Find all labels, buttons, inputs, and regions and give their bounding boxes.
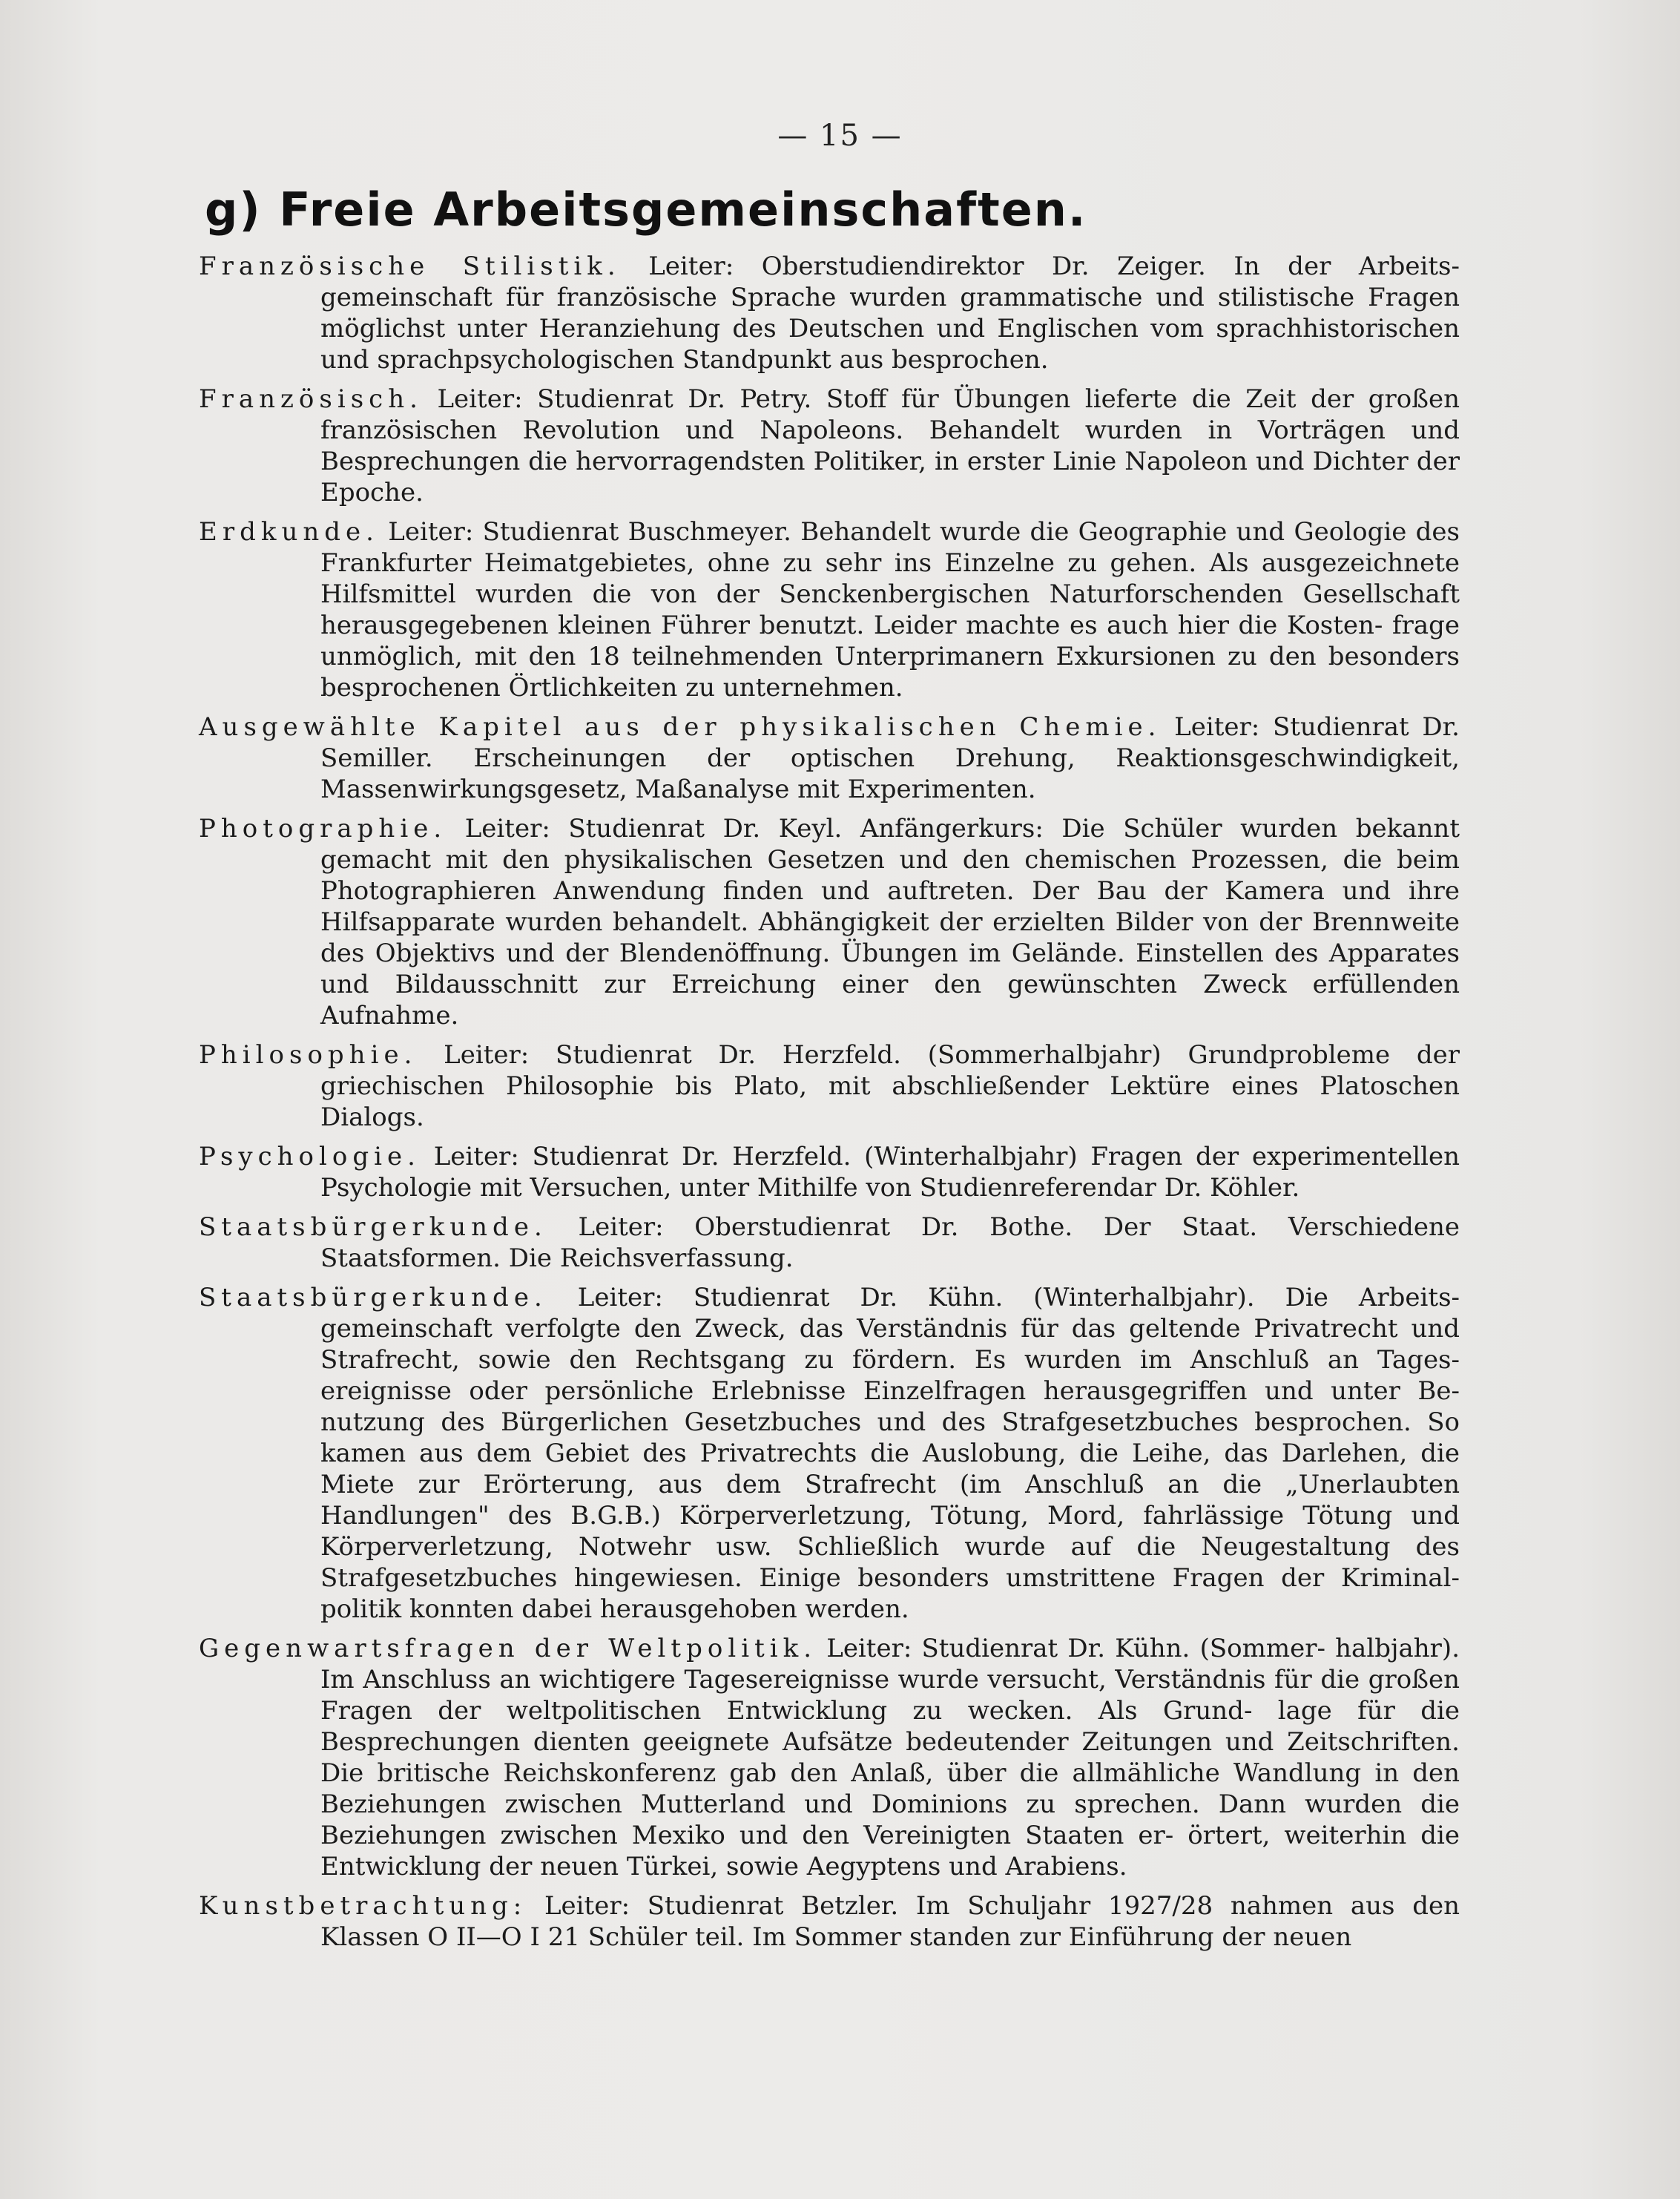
entry-text: Leiter: Oberstudiendirektor Dr. Zeiger. In der Arbeits- gemeinschaft für französische Sprache wurden grammatische und stilistische Fragen möglichst unter Heranziehung des Deutschen und Englischen vom sprachhistorischen und sprachpsychologischen Standpunkt aus besprochen. [320, 252, 1460, 375]
entry-topic: Photographie. [199, 814, 447, 844]
entry-text: Leiter: Studienrat Dr. Semiller. Erscheinungen der optischen Drehung, Reaktionsgeschwindigkeit, Massenwirkungsgesetz, Maßanalyse mit Experimenten. [320, 712, 1460, 804]
list-item [199, 1039, 1460, 1133]
list-item [199, 711, 1460, 805]
entry-text: Leiter: Oberstudienrat Dr. Bothe. Der Staat. Verschiedene Staatsformen. Die Reichsverfassung. [320, 1212, 1460, 1273]
list-item [199, 1212, 1460, 1274]
entry-topic: Französische Stilistik. [199, 252, 621, 281]
entry-text: Leiter: Studienrat Buschmeyer. Behandelt wurde die Geographie und Geologie des Frankfurter Heimatgebietes, ohne zu sehr ins Einzelne zu gehen. Als ausgezeichnete Hilfsmittel wurden die von der Senckenbergischen Naturforschenden Gesellschaft herausgegebenen kleinen Führer benutzt. Leider machte es auch hier die Kosten- frage unmöglich, mit den 18 teilnehmenden Unterprimanern Exkursionen zu den besonders besprochenen Örtlichkeiten zu unternehmen. [320, 517, 1460, 703]
list-item [199, 813, 1460, 1031]
entry-text: Leiter: Studienrat Dr. Kühn. (Winterhalbjahr). Die Arbeits- gemeinschaft verfolgte den Zweck, das Verständnis für das geltende Privatrecht und Strafrecht, sowie den Rechtsgang zu fördern. Es wurden im Anschluß an Tages- ereignisse oder persönliche Erlebnisse Einzelfragen herausgegriffen und unter Be- nutzung des Bürgerlichen Gesetzbuches und des Strafgesetzbuches besprochen. So kamen aus dem Gebiet des Privatrechts die Auslobung, die Leihe, das Darlehen, die Miete zur Erörterung, aus dem Strafrecht (im Anschluß an die „Unerlaubten Handlungen" des B.G.B.) Körperverletzung, Tötung, Mord, fahrlässige Tötung und Körperverletzung, Notwehr usw. Schließlich wurde auf die Neugestaltung des Strafgesetzbuches hingewiesen. Einige besonders umstrittene Fragen der Kriminal- politik konnten dabei herausgehoben werden. [320, 1283, 1460, 1624]
entry-topic: Französisch. [199, 384, 423, 414]
page-number: — 15 — [777, 119, 903, 153]
list-item [199, 251, 1460, 375]
entry-topic: Staatsbürgerkunde. [199, 1212, 547, 1242]
entry-topic: Staatsbürgerkunde. [199, 1283, 547, 1312]
entry-topic: Ausgewählte Kapitel aus der physikalischen Chemie. [199, 712, 1162, 742]
entry-topic: Psychologie. [199, 1142, 421, 1171]
list-item [199, 384, 1460, 508]
section-heading: g) Freie Arbeitsgemeinschaften. [205, 183, 1087, 237]
entry-text: Leiter: Studienrat Dr. Kühn. (Sommer- halbjahr). Im Anschluss an wichtigere Tagesereignisse wurde versucht, Verständnis für die großen Fragen der weltpolitischen Entwicklung zu wecken. Als Grund- lage für die Besprechungen dienten geeignete Aufsätze bedeutender Zeitungen und Zeitschriften. Die britische Reichskonferenz gab den Anlaß, über die allmähliche Wandlung in den Beziehungen zwischen Mutterland und Dominions zu sprechen. Dann wurden die Beziehungen zwischen Mexiko und den Vereinigten Staaten er- örtert, weiterhin die Entwicklung der neuen Türkei, sowie Aegyptens und Arabiens. [320, 1634, 1460, 1881]
entry-text: Leiter: Studienrat Dr. Keyl. Anfängerkurs: Die Schüler wurden bekannt gemacht mit den physikalischen Gesetzen und den chemischen Prozessen, die beim Photographieren Anwendung finden und auftreten. Der Bau der Kamera und ihre Hilfsapparate wurden behandelt. Abhängigkeit der erzielten Bilder von der Brennweite des Objektivs und der Blendenöffnung. Übungen im Gelände. Einstellen des Apparates und Bildausschnitt zur Erreichung einer den gewünschten Zweck erfüllenden Aufnahme. [320, 814, 1460, 1031]
list-item [199, 1141, 1460, 1203]
entry-topic: Gegenwartsfragen der Weltpolitik. [199, 1634, 817, 1663]
entry-text: Leiter: Studienrat Dr. Petry. Stoff für Übungen lieferte die Zeit der großen französischen Revolution und Napoleons. Behandelt wurden in Vorträgen und Besprechungen die hervorragendsten Politiker, in erster Linie Napoleon und Dichter der Epoche. [320, 384, 1460, 507]
entry-topic: Kunstbetrachtung: [199, 1891, 527, 1921]
list-item [199, 1282, 1460, 1625]
entry-text: Leiter: Studienrat Dr. Herzfeld. (Winterhalbjahr) Fragen der experimentellen Psychologie mit Versuchen, unter Mithilfe von Studienreferendar Dr. Köhler. [320, 1142, 1460, 1203]
entry-topic: Erdkunde. [199, 517, 379, 547]
entry-text: Leiter: Studienrat Dr. Herzfeld. (Sommerhalbjahr) Grundprobleme der griechischen Philosophie bis Plato, mit abschließender Lektüre eines Platoschen Dialogs. [320, 1040, 1460, 1132]
entry-text: Leiter: Studienrat Betzler. Im Schuljahr 1927/28 nahmen aus den Klassen O II—O I 21 Schüler teil. Im Sommer standen zur Einführung der neuen [320, 1891, 1460, 1952]
list-item [199, 1633, 1460, 1882]
entry-list [199, 251, 1460, 1961]
list-item [199, 516, 1460, 703]
entry-topic: Philosophie. [199, 1040, 418, 1070]
list-item [199, 1890, 1460, 1953]
